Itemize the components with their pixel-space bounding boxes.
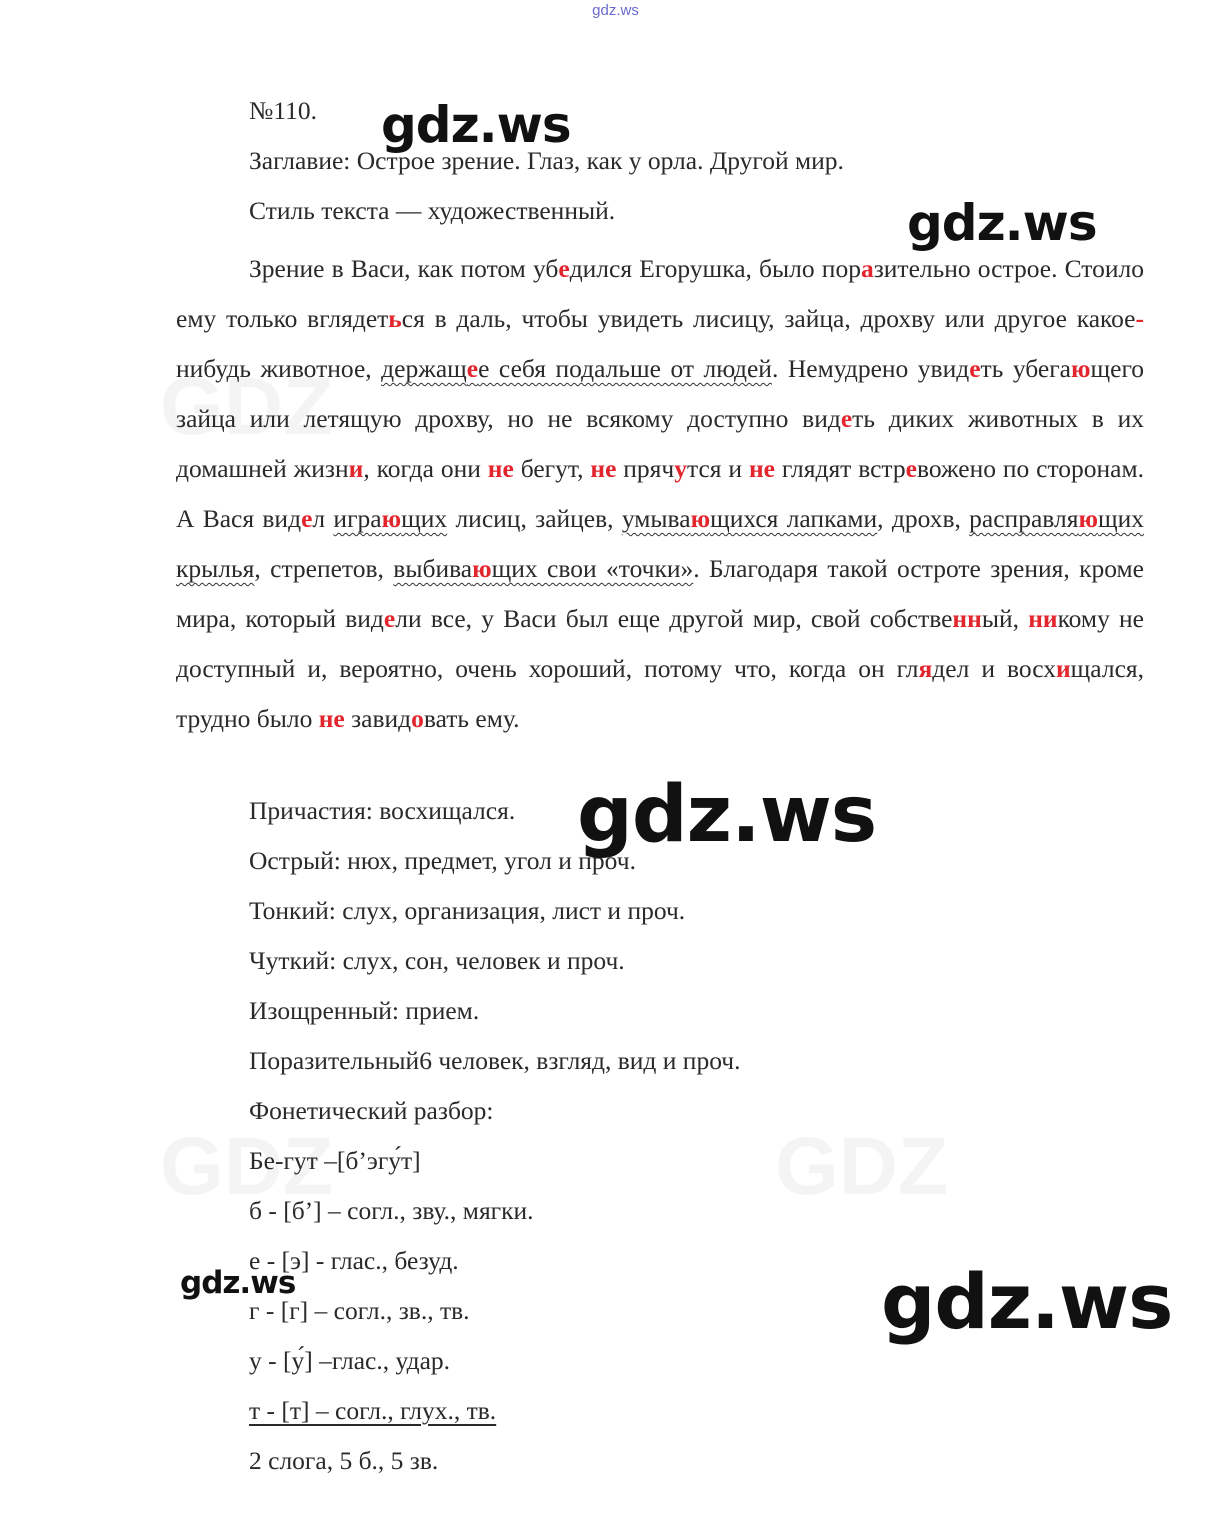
text-segment: . Немудрено увид — [771, 354, 970, 383]
text-segment: дел и восх — [932, 654, 1056, 683]
text-segment: вожено по сторонам. А Вася вид — [176, 454, 1145, 533]
highlighted-letter: нн — [952, 604, 982, 633]
text-segment: ть диких животных в их домашней жизн — [176, 404, 1144, 483]
phonetic-row: е - [э] - глас., безуд. — [249, 1246, 459, 1275]
highlighted-letter: а — [860, 254, 874, 283]
watermark-3: gdz.ws — [577, 770, 877, 860]
highlighted-letter: е — [383, 604, 396, 633]
participial-phrase: щих крылья — [176, 504, 1144, 583]
text-segment: Зрение в Васи, как потом уб — [249, 254, 559, 283]
text-segment: глядят встр — [774, 454, 906, 483]
phonetic-row: т - [т] – согл., глух., тв. — [249, 1396, 497, 1425]
highlighted-letter: е — [969, 354, 981, 383]
izoshchrenny-line: Изощренный: прием. — [249, 996, 480, 1025]
highlighted-letter: - — [1135, 304, 1144, 333]
ostry-line: Острый: нюх, предмет, угол и проч. — [249, 846, 636, 875]
participial-phrase: выбива — [393, 554, 473, 583]
tonky-line: Тонкий: слух, организация, лист и проч. — [249, 896, 686, 925]
highlighted-letter: ю — [690, 504, 711, 533]
highlighted-letter: и — [1055, 654, 1071, 683]
participial-phrase: щих — [401, 504, 448, 533]
phonetic-heading: Фонетический разбор: — [249, 1096, 494, 1125]
highlighted-letter: е — [558, 254, 570, 283]
highlighted-letter: ь — [388, 304, 402, 333]
participles-line: Причастия: восхищался. — [249, 796, 516, 825]
highlighted-letter: ю — [1070, 354, 1091, 383]
participial-phrase: держащ — [381, 354, 467, 383]
watermark-1: gdz.ws — [381, 96, 571, 154]
participial-phrase: игра — [333, 504, 382, 533]
participial-phrase: щихся лапками — [710, 504, 878, 533]
chutky-line: Чуткий: слух, сон, человек и проч. — [249, 946, 625, 975]
text-segment: кому не доступный и, вероятно, очень хороший, потому что, когда он гл — [176, 604, 1144, 683]
highlighted-letter: ю — [381, 504, 402, 533]
text-segment: зительно острое. Стоило ему только вглядет — [176, 254, 1144, 333]
participial-phrase: расправля — [969, 504, 1079, 533]
text-segment: завид — [344, 704, 412, 733]
text-segment: пряч — [616, 454, 675, 483]
highlighted-letter: не — [748, 454, 775, 483]
text-segment: бегут, — [513, 454, 591, 483]
faint-watermark-3 — [775, 1120, 948, 1214]
highlighted-letter: не — [590, 454, 617, 483]
highlighted-letter: не — [318, 704, 345, 733]
phonetic-summary: 2 слога, 5 б., 5 зв. — [249, 1446, 439, 1475]
text-segment: ли все, у Васи был еще другой мир, свой собстве — [395, 604, 953, 633]
text-segment: вать ему. — [423, 704, 520, 733]
highlighted-letter: е — [840, 404, 853, 433]
watermark-5: gdz.ws — [881, 1257, 1173, 1346]
highlighted-letter: ни — [1028, 604, 1058, 633]
highlighted-letter: у — [674, 454, 687, 483]
main-paragraph — [176, 244, 1144, 744]
text-segment: , когда они — [363, 454, 488, 483]
highlighted-letter: ю — [472, 554, 492, 583]
title-line: Заглавие: Острое зрение. Глаз, как у орла. Другой мир. — [249, 146, 844, 175]
highlighted-letter: я — [918, 654, 933, 683]
porazitelny-line: Поразительный6 человек, взгляд, вид и проч. — [249, 1046, 741, 1075]
top-watermark: gdz.ws — [592, 2, 639, 19]
text-segment: лисиц, зайцев, — [447, 504, 622, 533]
highlighted-letter: и — [348, 454, 364, 483]
highlighted-letter: о — [411, 704, 424, 733]
text-segment: ся в даль, чтобы увидеть лисицу, зайца, дрохву или другое какое — [401, 304, 1136, 333]
text-segment: . Благодаря такой остроте зрения, кроме мира, который вид — [176, 554, 1145, 633]
text-segment: л — [312, 504, 334, 533]
participial-phrase: умыва — [621, 504, 691, 533]
text-segment: ть убега — [980, 354, 1071, 383]
text-segment: , дрохв, — [877, 504, 970, 533]
highlighted-letter: не — [487, 454, 514, 483]
text-segment: , стрепетов, — [254, 554, 394, 583]
phonetic-word: Бе-гут –[б’эгу́т] — [249, 1146, 421, 1175]
highlighted-letter: е — [301, 504, 313, 533]
highlighted-letter: е — [905, 454, 917, 483]
highlighted-letter: е — [466, 354, 479, 383]
highlighted-letter: ю — [1078, 504, 1098, 533]
participial-phrase: щих свои «точки» — [491, 554, 694, 583]
text-segment: тся и — [687, 454, 749, 483]
exercise-number: №110. — [249, 96, 318, 125]
participial-phrase: е себя подальше от людей — [478, 354, 772, 383]
watermark-4: gdz.ws — [180, 1265, 296, 1301]
watermark-2: gdz.ws — [907, 194, 1097, 252]
text-segment: щался, трудно было — [176, 654, 1144, 733]
phonetic-row: у - [у́] –глас., удар. — [249, 1346, 451, 1375]
text-segment: нибудь животное, — [176, 354, 382, 383]
text-segment: дился Егорушка, было пор — [569, 254, 861, 283]
phonetic-row: б - [б’] – согл., зву., мягки. — [249, 1196, 534, 1225]
text-segment: ый, — [981, 604, 1029, 633]
phonetic-row: г - [г] – согл., зв., тв. — [249, 1296, 470, 1325]
style-line: Стиль текста — художественный. — [249, 196, 616, 225]
text-segment: щего зайца или летящую дрохву, но не всякому доступно вид — [176, 354, 1145, 433]
